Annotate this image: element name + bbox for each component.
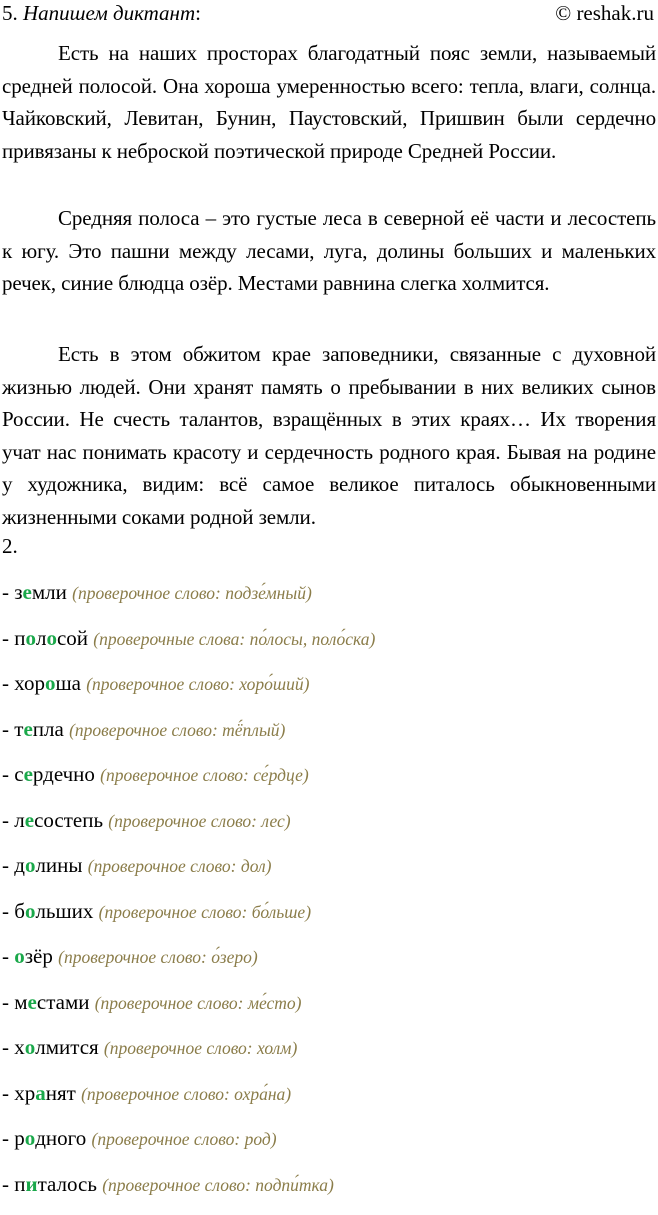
word-list-item [2, 1033, 375, 1079]
list-dash: - [2, 899, 14, 923]
word-fragment: ша [55, 671, 81, 695]
checked-word [14, 717, 64, 741]
list-dash: - [2, 1035, 14, 1059]
checked-word [14, 626, 88, 650]
word-fragment: д [14, 853, 25, 877]
word-fragment: хр [14, 1081, 35, 1105]
highlighted-vowel: о [25, 1035, 36, 1059]
task-colon: : [195, 1, 201, 25]
word-list-item [2, 988, 375, 1034]
word-fragment: л [36, 626, 46, 650]
word-fragment: состепь [34, 808, 103, 832]
task-title [2, 1, 201, 25]
word-fragment: пла [33, 717, 64, 741]
word-fragment: хор [14, 671, 45, 695]
verification-hint: (проверочное слово: род) [92, 1129, 277, 1149]
checked-word [14, 1081, 76, 1105]
verification-hint: (проверочное слово: ме́сто) [95, 993, 302, 1013]
word-fragment: льших [35, 899, 93, 923]
checked-word [14, 580, 67, 604]
verification-hint: (проверочное слово: хоро́ший) [86, 674, 309, 694]
word-list-item [2, 715, 375, 761]
highlighted-vowel: о [25, 899, 36, 923]
copyright-watermark: © reshak.ru [555, 1, 654, 25]
word-list-item [2, 578, 375, 624]
checked-word [14, 1126, 86, 1150]
word-fragment: зёр [25, 944, 53, 968]
word-fragment: б [14, 899, 25, 923]
word-fragment: дного [35, 1126, 86, 1150]
checked-word [14, 1035, 98, 1059]
list-dash: - [2, 671, 14, 695]
word-list-item [2, 897, 375, 943]
list-dash: - [2, 717, 14, 741]
word-fragment: нят [46, 1081, 76, 1105]
word-fragment: мли [32, 580, 67, 604]
highlighted-vowel: о [26, 626, 37, 650]
checked-word [14, 808, 103, 832]
checked-word [14, 1172, 97, 1196]
word-fragment: лины [35, 853, 82, 877]
highlighted-vowel: о [46, 626, 57, 650]
word-fragment: с [14, 762, 23, 786]
verification-hint: (проверочное слово: тё́плый) [69, 720, 285, 740]
highlighted-vowel: о [14, 944, 25, 968]
highlighted-vowel: е [25, 808, 34, 832]
word-list-item [2, 1124, 375, 1170]
word-list-item [2, 1079, 375, 1125]
highlighted-vowel: а [35, 1081, 46, 1105]
word-fragment: сой [57, 626, 88, 650]
word-fragment: талось [38, 1172, 97, 1196]
dictation-paragraph-2: Средняя полоса – это густые леса в северной её части и лесостепь к югу. Это пашни между лесами, луга, долины больших и маленьких речек, синие блюдца озёр. Местами равнина слегка холмится. [2, 202, 656, 300]
checked-word [14, 853, 82, 877]
word-list-item [2, 851, 375, 897]
word-list-item [2, 669, 375, 715]
word-fragment: стами [37, 990, 90, 1014]
list-dash: - [2, 808, 14, 832]
task-number: 5. [2, 1, 18, 25]
highlighted-vowel: и [26, 1172, 38, 1196]
dictation-paragraph-3: Есть в этом обжитом крае заповедники, связанные с духовной жизнью людей. Они хранят память о пребывании в них великих сынов России. Не счесть талантов, взращённых в этих краях… Их творения учат нас понимать красоту и сердечность родного края. Бывая на родине у художника, видим: всё самое великое питалось обыкновенными жизненными соками родной земли. [2, 338, 656, 533]
list-dash: - [2, 1126, 14, 1150]
task-label: Напишем диктант [23, 1, 195, 25]
checked-word [14, 671, 81, 695]
checked-word [14, 899, 93, 923]
list-dash: - [2, 580, 14, 604]
checked-word [14, 944, 53, 968]
word-list-item [2, 1170, 375, 1215]
word-fragment: п [14, 626, 25, 650]
list-dash: - [2, 944, 14, 968]
checked-word [14, 990, 89, 1014]
word-fragment: р [14, 1126, 25, 1150]
list-dash: - [2, 990, 14, 1014]
highlighted-vowel: е [24, 762, 33, 786]
word-fragment: рдечно [33, 762, 95, 786]
highlighted-vowel: е [23, 580, 32, 604]
list-dash: - [2, 1081, 14, 1105]
word-fragment: лмится [35, 1035, 98, 1059]
highlighted-vowel: о [25, 853, 36, 877]
verification-hint: (проверочное слово: бо́льше) [99, 902, 311, 922]
verification-hint: (проверочное слово: охра́на) [81, 1084, 291, 1104]
word-list-item [2, 624, 375, 670]
list-dash: - [2, 1172, 14, 1196]
section-number: 2. [2, 534, 18, 558]
verification-hint: (проверочное слово: лес) [108, 811, 290, 831]
word-list-item [2, 942, 375, 988]
task-header [0, 0, 658, 30]
list-dash: - [2, 853, 14, 877]
highlighted-vowel: е [28, 990, 37, 1014]
list-dash: - [2, 626, 14, 650]
list-dash: - [2, 762, 14, 786]
verification-hint: (проверочные слова: по́лосы, поло́ска) [93, 629, 375, 649]
verification-hint: (проверочное слово: се́рдце) [100, 765, 309, 785]
word-fragment: л [14, 808, 24, 832]
word-fragment: м [14, 990, 27, 1014]
word-fragment: п [14, 1172, 25, 1196]
verification-hint: (проверочное слово: холм) [104, 1038, 297, 1058]
checked-word [14, 762, 95, 786]
word-fragment: т [14, 717, 23, 741]
highlighted-vowel: о [25, 1126, 36, 1150]
highlighted-vowel: е [23, 717, 32, 741]
word-list-item [2, 760, 375, 806]
spelling-word-list [2, 578, 375, 1215]
verification-hint: (проверочное слово: дол) [88, 856, 272, 876]
highlighted-vowel: о [45, 671, 56, 695]
word-list-item [2, 806, 375, 852]
word-fragment: х [14, 1035, 25, 1059]
dictation-paragraph-1: Есть на наших просторах благодатный пояс земли, называемый средней полосой. Она хороша умеренностью всего: тепла, влаги, солнца. Чайковский, Левитан, Бунин, Паустовский, Пришвин были сердечно привязаны к неброской поэтической природе Средней России. [2, 37, 656, 167]
verification-hint: (проверочное слово: о́зеро) [58, 947, 258, 967]
verification-hint: (проверочное слово: подзе́мный) [72, 583, 312, 603]
verification-hint: (проверочное слово: подпи́тка) [102, 1175, 334, 1195]
word-fragment: з [14, 580, 22, 604]
